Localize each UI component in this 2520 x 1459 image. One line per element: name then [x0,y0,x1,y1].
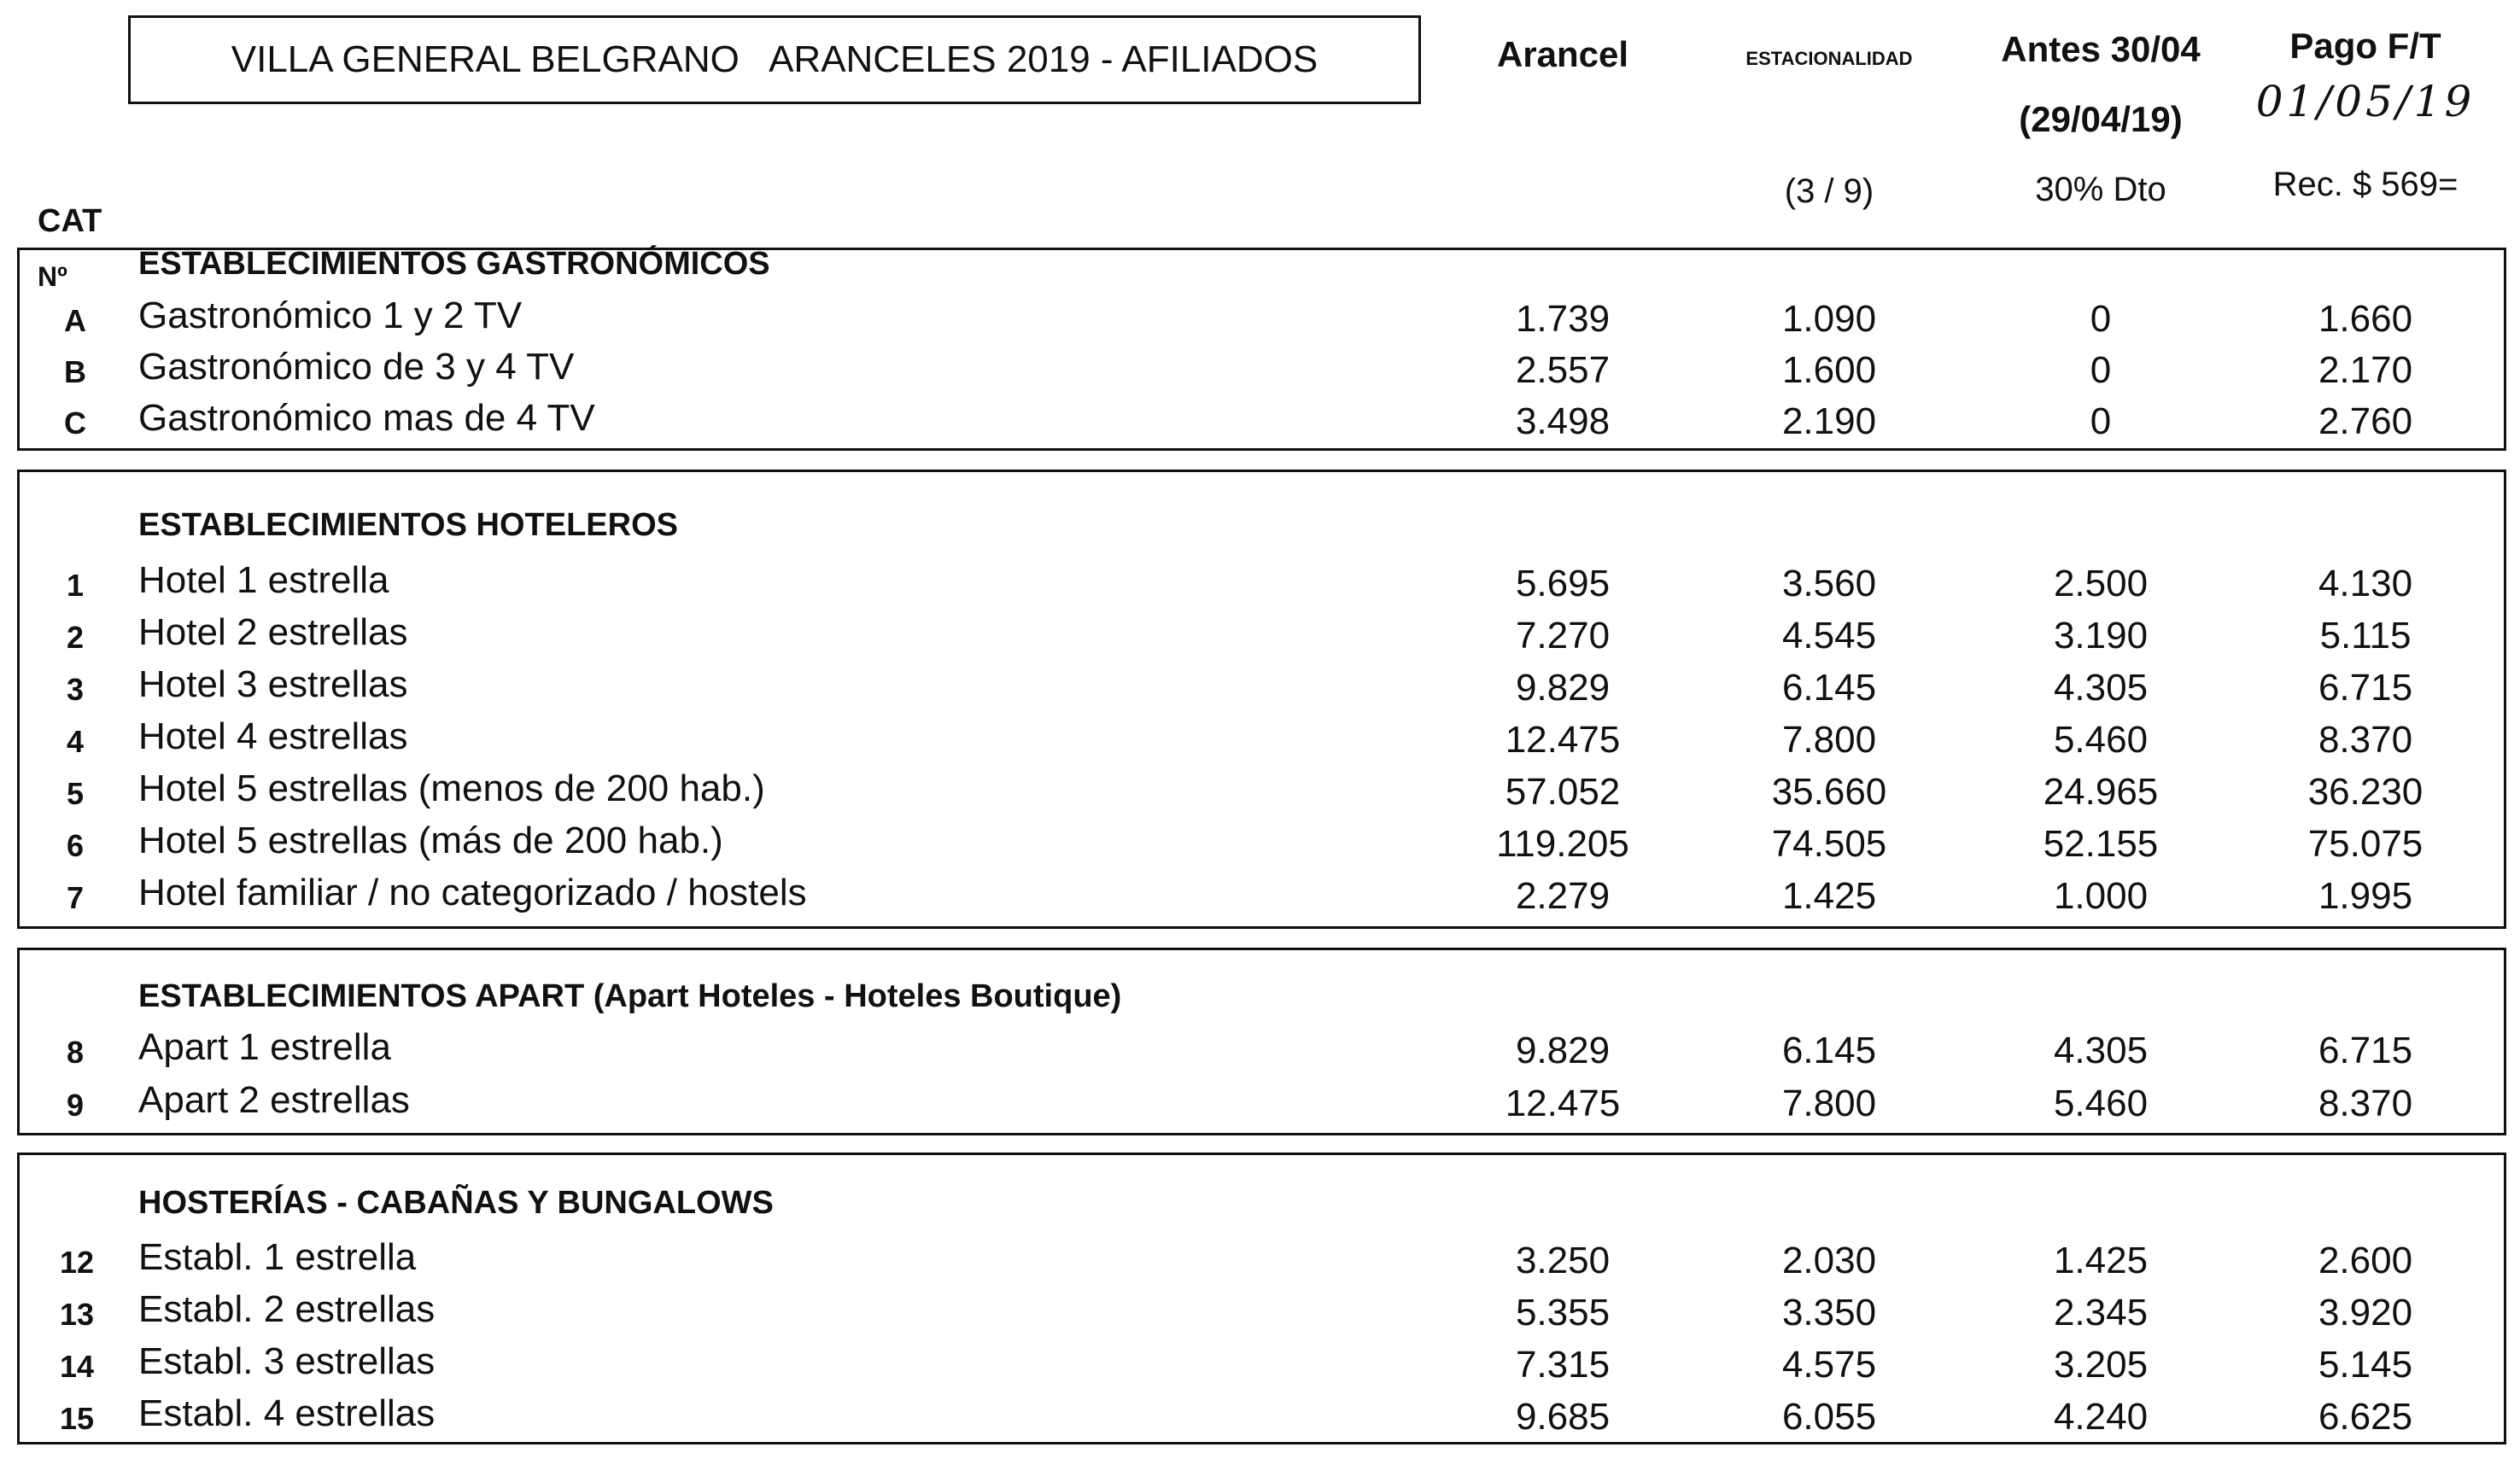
row-antes: 52.155 [2043,823,2159,865]
row-label: Establ. 2 estrellas [138,1288,436,1330]
table-row [0,1340,2520,1392]
table-row [0,1288,2520,1339]
row-label: Apart 2 estrellas [138,1079,410,1121]
row-label: Gastronómico de 3 y 4 TV [138,346,575,388]
row-arancel: 5.355 [1515,1292,1611,1334]
row-arancel: 9.829 [1515,667,1611,709]
row-pago: 2.170 [2318,349,2413,391]
row-label: Gastronómico mas de 4 TV [138,397,595,439]
section-title: HOSTERÍAS - CABAÑAS Y BUNGALOWS [138,1185,774,1221]
row-antes: 1.425 [2053,1240,2149,1281]
header-pago-line1: Pago F/T [2289,26,2441,66]
header-estacionalidad-sub: (3 / 9) [1784,172,1874,210]
row-label: Hotel 1 estrella [138,559,389,601]
row-estacionalidad: 7.800 [1781,719,1877,761]
row-antes: 5.460 [2053,719,2149,761]
header-antes-line2: (29/04/19) [2019,99,2183,139]
row-estacionalidad: 1.600 [1781,349,1877,391]
table-row [0,663,2520,715]
table-row [0,611,2520,662]
row-antes: 3.205 [2053,1344,2149,1386]
row-antes: 3.190 [2053,615,2149,657]
row-pago: 5.145 [2318,1344,2413,1386]
row-antes: 4.305 [2053,667,2149,709]
row-antes: 0 [2090,298,2112,340]
row-estacionalidad: 4.575 [1781,1344,1877,1386]
table-row [0,346,2520,397]
row-pago: 8.370 [2318,719,2413,761]
row-label: Establ. 1 estrella [138,1236,417,1278]
row-pago: 2.760 [2318,400,2413,442]
header-pago-handwritten-date: 01/05/19 [2255,77,2476,126]
cat-header: CAT [38,203,102,239]
table-row [0,397,2520,448]
row-code: 9 [66,1088,85,1123]
row-label: Hotel familiar / no categorizado / hostels [138,872,807,913]
row-pago: 75.075 [2307,823,2424,865]
row-antes: 0 [2090,349,2112,391]
row-pago: 6.715 [2318,667,2413,709]
row-antes: 1.000 [2053,875,2149,917]
row-arancel: 7.270 [1515,615,1611,657]
row-code: C [64,406,86,441]
header-estacionalidad: ESTACIONALIDAD [1745,48,1913,69]
row-antes: 4.240 [2053,1396,2149,1438]
row-antes: 0 [2090,400,2112,442]
row-pago: 5.115 [2319,615,2412,657]
row-code: 1 [66,568,85,603]
row-code: 14 [60,1349,95,1384]
row-pago: 1.995 [2318,875,2413,917]
row-estacionalidad: 3.560 [1781,563,1877,604]
row-code: 15 [60,1401,95,1436]
row-code: 12 [60,1245,95,1280]
row-label: Hotel 3 estrellas [138,663,408,705]
row-arancel: 57.052 [1505,771,1621,813]
row-pago: 8.370 [2318,1083,2413,1124]
row-label: Gastronómico 1 y 2 TV [138,295,523,336]
row-pago: 2.600 [2318,1240,2413,1281]
row-antes: 2.500 [2053,563,2149,604]
row-pago: 1.660 [2318,298,2413,340]
table-row [0,872,2520,923]
row-arancel: 9.685 [1515,1396,1611,1438]
header-arancel: Arancel [1496,34,1629,74]
row-label: Hotel 5 estrellas (más de 200 hab.) [138,820,723,861]
row-estacionalidad: 1.425 [1781,875,1877,917]
row-antes: 24.965 [2043,771,2159,813]
row-pago: 6.625 [2318,1396,2413,1438]
table-row [0,1236,2520,1287]
header-antes-line1: Antes 30/04 [2001,29,2201,69]
row-label: Hotel 5 estrellas (menos de 200 hab.) [138,767,765,809]
row-antes: 5.460 [2053,1083,2149,1124]
row-code: 7 [66,880,85,915]
document-title: VILLA GENERAL BELGRANO ARANCELES 2019 - AFILIADOS [128,15,1421,104]
row-arancel: 2.279 [1515,875,1611,917]
table-row [0,715,2520,767]
row-estacionalidad: 6.055 [1781,1396,1877,1438]
row-pago: 36.230 [2307,771,2424,813]
row-estacionalidad: 2.030 [1781,1240,1877,1281]
table-row [0,295,2520,346]
row-estacionalidad: 1.090 [1781,298,1877,340]
row-arancel: 12.475 [1505,719,1621,761]
row-estacionalidad: 6.145 [1781,667,1877,709]
section-title: ESTABLECIMIENTOS GASTRONÓMICOS [138,246,770,282]
row-pago: 6.715 [2318,1030,2413,1071]
row-arancel: 7.315 [1515,1344,1611,1386]
row-code: 6 [66,828,85,863]
row-label: Apart 1 estrella [138,1026,391,1068]
row-estacionalidad: 7.800 [1781,1083,1877,1124]
row-label: Hotel 2 estrellas [138,611,408,653]
row-estacionalidad: 6.145 [1781,1030,1877,1071]
section-number-label: Nº [38,261,67,292]
section-title: ESTABLECIMIENTOS APART (Apart Hoteles - Hoteles Boutique) [138,978,1122,1014]
row-estacionalidad: 3.350 [1781,1292,1877,1334]
table-row [0,1392,2520,1444]
row-arancel: 3.250 [1515,1240,1611,1281]
row-code: 5 [66,776,85,811]
row-code: 2 [66,620,85,655]
row-estacionalidad: 4.545 [1781,615,1877,657]
table-row [0,767,2520,819]
row-arancel: 3.498 [1515,400,1611,442]
row-pago: 4.130 [2318,563,2413,604]
row-arancel: 12.475 [1505,1083,1621,1124]
row-estacionalidad: 2.190 [1781,400,1877,442]
table-row [0,820,2520,871]
row-arancel: 9.829 [1515,1030,1611,1071]
row-code: A [64,303,86,338]
table-row [0,1079,2520,1130]
row-arancel: 1.739 [1515,298,1611,340]
row-code: 13 [60,1297,95,1332]
header-antes-sub: 30% Dto [2035,171,2166,208]
row-arancel: 119.205 [1496,823,1629,865]
row-arancel: 2.557 [1515,349,1611,391]
section-title: ESTABLECIMIENTOS HOTELEROS [138,507,678,543]
row-code: B [64,354,86,389]
row-antes: 2.345 [2053,1292,2149,1334]
row-code: 3 [66,672,85,707]
row-estacionalidad: 35.660 [1771,771,1887,813]
table-row [0,559,2520,610]
row-arancel: 5.695 [1515,563,1611,604]
row-estacionalidad: 74.505 [1771,823,1887,865]
table-row [0,1026,2520,1077]
row-label: Hotel 4 estrellas [138,715,408,757]
header-pago-sub: Rec. $ 569= [2272,166,2459,203]
row-code: 4 [66,724,85,759]
row-label: Establ. 3 estrellas [138,1340,436,1382]
row-antes: 4.305 [2053,1030,2149,1071]
row-code: 8 [66,1035,85,1070]
row-pago: 3.920 [2318,1292,2413,1334]
row-label: Establ. 4 estrellas [138,1392,436,1434]
